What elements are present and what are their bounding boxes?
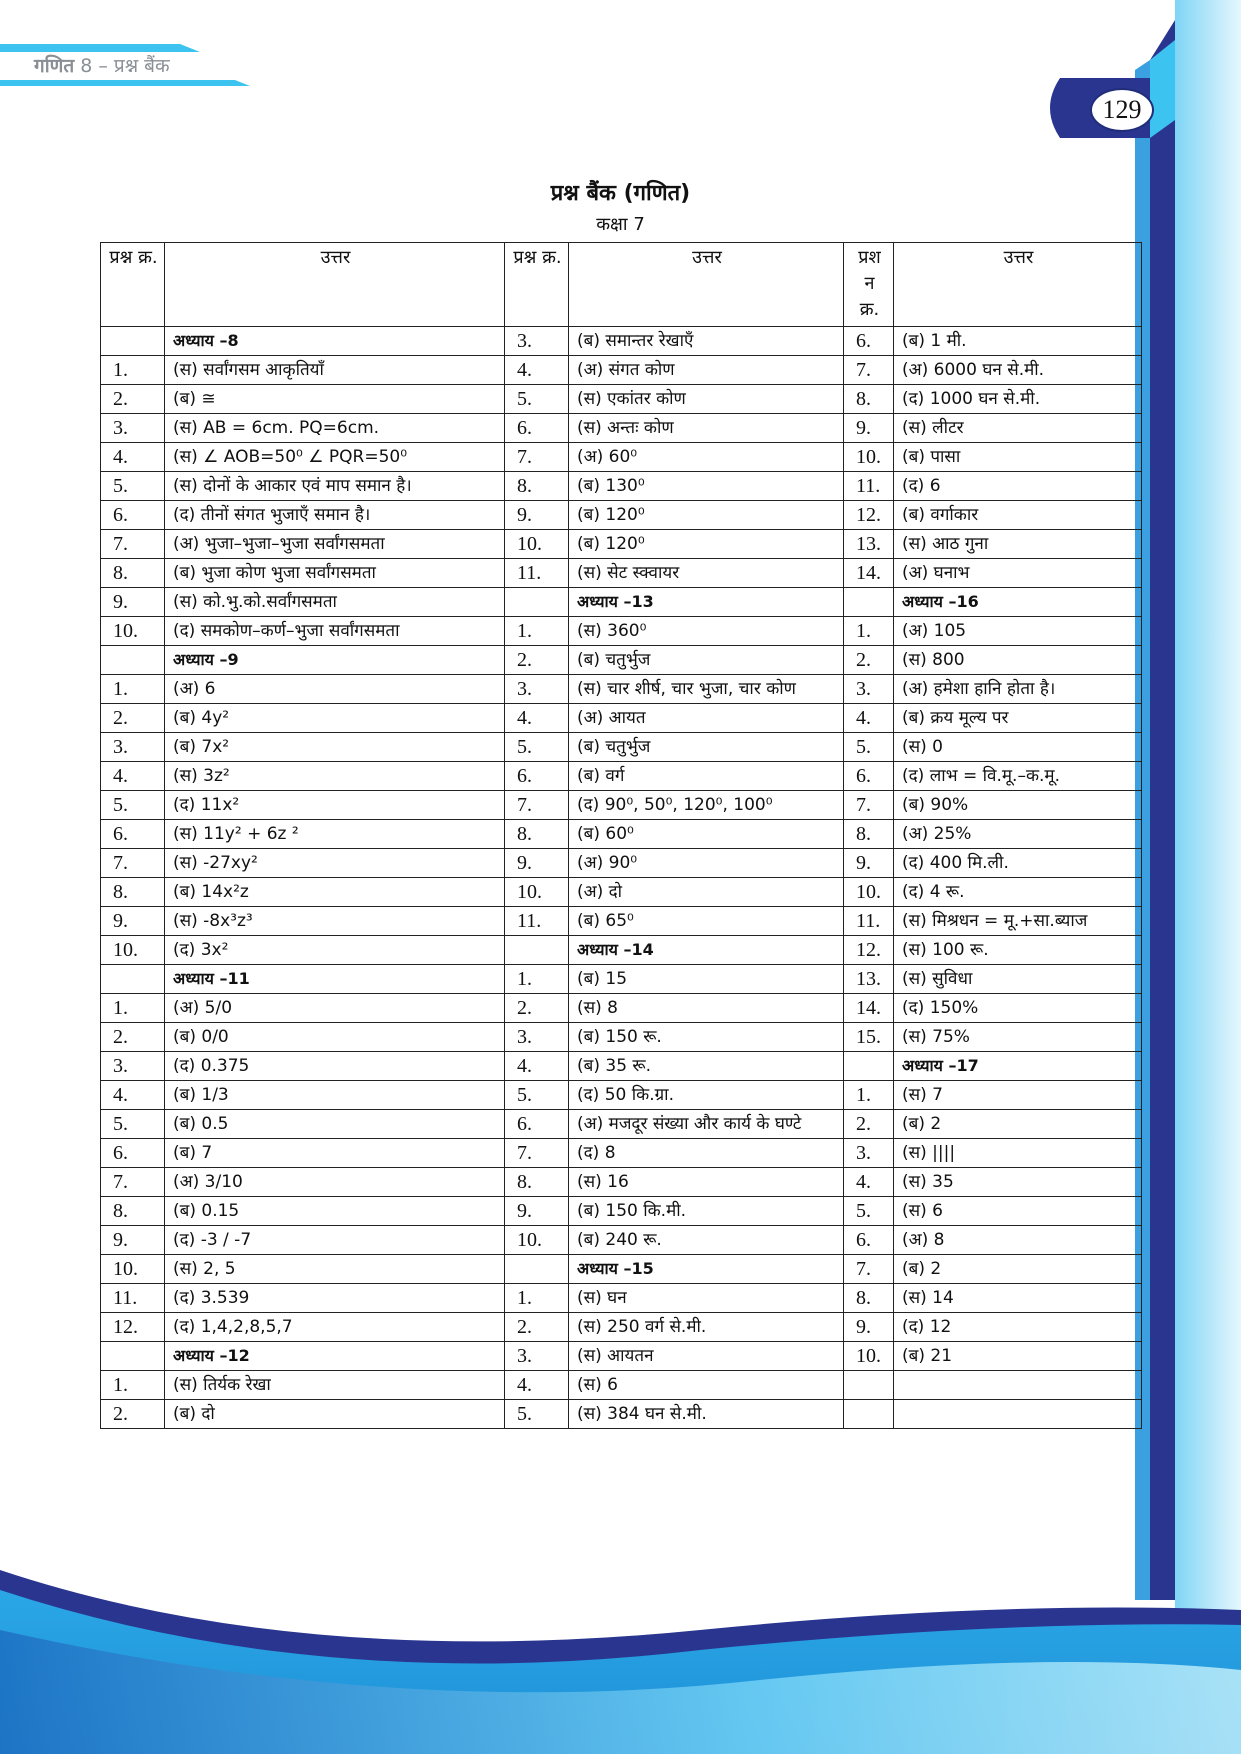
- answer-cell: (स) दोनों के आकार एवं माप समान है।: [165, 472, 505, 501]
- question-number: 6.: [844, 327, 894, 356]
- table-row: [101, 1342, 1142, 1371]
- table-row: [101, 965, 1142, 994]
- question-number: 5.: [505, 1400, 569, 1429]
- answer-cell: (अ) 90⁰: [569, 849, 844, 878]
- answer-cell: (स) ||||: [894, 1139, 1142, 1168]
- question-number: 5.: [505, 1081, 569, 1110]
- question-number: 6.: [505, 414, 569, 443]
- question-number: 3.: [101, 733, 165, 762]
- question-number: 9.: [101, 907, 165, 936]
- table-row: [101, 356, 1142, 385]
- answer-cell: (स) चार शीर्ष, चार भुजा, चार कोण: [569, 675, 844, 704]
- question-number: 7.: [505, 1139, 569, 1168]
- question-number: 2.: [505, 1313, 569, 1342]
- question-number: 5.: [844, 733, 894, 762]
- answer-cell: (स) 2, 5: [165, 1255, 505, 1284]
- chapter-heading: अध्याय –17: [894, 1052, 1142, 1081]
- answer-cell: (अ) भुजा–भुजा–भुजा सर्वांगसमता: [165, 530, 505, 559]
- answer-cell: (अ) 3/10: [165, 1168, 505, 1197]
- table-row: [101, 675, 1142, 704]
- answer-cell: (स) घन: [569, 1284, 844, 1313]
- answer-cell: (ब) 240 रू.: [569, 1226, 844, 1255]
- question-number: [844, 1052, 894, 1081]
- header-q-no-1: प्रश्न क्र.: [101, 243, 165, 327]
- question-number: [101, 1342, 165, 1371]
- chapter-heading: अध्याय –11: [165, 965, 505, 994]
- answer-cell: (स) 11y² + 6z ²: [165, 820, 505, 849]
- question-number: 11.: [505, 559, 569, 588]
- question-number: 6.: [844, 762, 894, 791]
- question-number: 4.: [505, 356, 569, 385]
- answer-cell: (स) 7: [894, 1081, 1142, 1110]
- answer-cell: (ब) 150 कि.मी.: [569, 1197, 844, 1226]
- answer-cell: (ब) 14x²z: [165, 878, 505, 907]
- answer-cell: (द) 3x²: [165, 936, 505, 965]
- table-header-row: [101, 243, 1142, 327]
- answer-cell: (अ) संगत कोण: [569, 356, 844, 385]
- answer-cell: (स) 0: [894, 733, 1142, 762]
- header-q-no-3: प्रश न क्र.: [844, 243, 894, 327]
- answer-cell: (स) 16: [569, 1168, 844, 1197]
- answer-cell: (अ) 6000 घन से.मी.: [894, 356, 1142, 385]
- header-answer-3: उत्तर: [894, 243, 1142, 327]
- answer-cell: (द) 6: [894, 472, 1142, 501]
- question-number: 6.: [101, 820, 165, 849]
- answer-cell: (ब) चतुर्भुज: [569, 733, 844, 762]
- question-number: [101, 327, 165, 356]
- header-rest: 8 – प्रश्न बैंक: [74, 55, 170, 77]
- answer-cell: (स) 6: [894, 1197, 1142, 1226]
- question-number: 10.: [844, 1342, 894, 1371]
- answer-cell: (द) 11x²: [165, 791, 505, 820]
- question-number: [844, 588, 894, 617]
- question-number: 7.: [505, 443, 569, 472]
- question-number: [101, 646, 165, 675]
- class-label: कक्षा 7: [596, 214, 645, 235]
- footer-wave-decoration: [0, 1520, 1241, 1754]
- question-number: 13.: [844, 530, 894, 559]
- chapter-heading: अध्याय –8: [165, 327, 505, 356]
- table-row: [101, 994, 1142, 1023]
- question-number: 9.: [101, 588, 165, 617]
- answer-cell: (स) आठ गुना: [894, 530, 1142, 559]
- answer-cell: (द) 4 रू.: [894, 878, 1142, 907]
- answer-cell: (ब) 120⁰: [569, 501, 844, 530]
- table-row: [101, 849, 1142, 878]
- answer-cell: (अ) 25%: [894, 820, 1142, 849]
- answer-cell: (द) -3 / -7: [165, 1226, 505, 1255]
- answer-table: [100, 242, 1142, 1429]
- answer-cell: (ब) वर्ग: [569, 762, 844, 791]
- answer-cell: (ब) 21: [894, 1342, 1142, 1371]
- answer-cell: (अ) हमेशा हानि होता है।: [894, 675, 1142, 704]
- header-q-no-2: प्रश्न क्र.: [505, 243, 569, 327]
- question-number: 5.: [101, 791, 165, 820]
- table-row: [101, 762, 1142, 791]
- question-number: 5.: [101, 1110, 165, 1139]
- table-row: [101, 820, 1142, 849]
- table-row: [101, 1400, 1142, 1429]
- table-row: [101, 907, 1142, 936]
- question-number: [844, 1400, 894, 1429]
- question-number: 8.: [101, 559, 165, 588]
- question-number: 3.: [844, 1139, 894, 1168]
- answer-cell: (स) सेट स्क्वायर: [569, 559, 844, 588]
- question-number: 5.: [505, 385, 569, 414]
- chapter-heading: अध्याय –14: [569, 936, 844, 965]
- question-number: 7.: [101, 849, 165, 878]
- question-number: 14.: [844, 994, 894, 1023]
- question-number: 2.: [101, 1023, 165, 1052]
- question-number: 3.: [844, 675, 894, 704]
- answer-cell: (अ) घनाभ: [894, 559, 1142, 588]
- answer-cell: (द) 12: [894, 1313, 1142, 1342]
- answer-cell: (ब) पासा: [894, 443, 1142, 472]
- answer-cell: (ब) भुजा कोण भुजा सर्वांगसमता: [165, 559, 505, 588]
- table-row: [101, 588, 1142, 617]
- question-number: 12.: [101, 1313, 165, 1342]
- answer-cell: (स) ∠ AOB=50⁰ ∠ PQR=50⁰: [165, 443, 505, 472]
- answer-cell: (ब) ≅: [165, 385, 505, 414]
- table-row: [101, 327, 1142, 356]
- question-number: 4.: [844, 1168, 894, 1197]
- table-row: [101, 617, 1142, 646]
- chapter-heading: अध्याय –9: [165, 646, 505, 675]
- question-number: 8.: [101, 1197, 165, 1226]
- question-number: 10.: [505, 1226, 569, 1255]
- question-number: 5.: [505, 733, 569, 762]
- answer-cell: (अ) 60⁰: [569, 443, 844, 472]
- question-number: 2.: [844, 646, 894, 675]
- table-row: [101, 646, 1142, 675]
- question-number: 7.: [101, 1168, 165, 1197]
- table-row: [101, 1139, 1142, 1168]
- answer-cell: (द) 90⁰, 50⁰, 120⁰, 100⁰: [569, 791, 844, 820]
- question-number: 10.: [101, 617, 165, 646]
- table-row: [101, 1284, 1142, 1313]
- table-row: [101, 1313, 1142, 1342]
- question-number: 8.: [505, 820, 569, 849]
- table-row: [101, 1226, 1142, 1255]
- answer-cell: (स) 6: [569, 1371, 844, 1400]
- question-number: 10.: [844, 878, 894, 907]
- answer-cell: (स) 75%: [894, 1023, 1142, 1052]
- question-number: 1.: [101, 1371, 165, 1400]
- question-number: [505, 936, 569, 965]
- question-number: 4.: [505, 704, 569, 733]
- question-number: 10.: [505, 530, 569, 559]
- question-number: 4.: [101, 1081, 165, 1110]
- question-number: [505, 1255, 569, 1284]
- question-number: 6.: [505, 762, 569, 791]
- answer-cell: (ब) 65⁰: [569, 907, 844, 936]
- question-number: 10.: [101, 936, 165, 965]
- question-number: 2.: [101, 1400, 165, 1429]
- answer-cell: (स) 35: [894, 1168, 1142, 1197]
- answer-cell: (द) 50 कि.ग्रा.: [569, 1081, 844, 1110]
- question-number: 8.: [101, 878, 165, 907]
- answer-cell: (द) 0.375: [165, 1052, 505, 1081]
- answer-cell: (ब) 35 रू.: [569, 1052, 844, 1081]
- question-number: 9.: [844, 849, 894, 878]
- table-row: [101, 559, 1142, 588]
- answer-cell: (ब) 130⁰: [569, 472, 844, 501]
- question-number: 9.: [101, 1226, 165, 1255]
- question-number: 9.: [844, 414, 894, 443]
- table-row: [101, 1255, 1142, 1284]
- question-number: 4.: [505, 1371, 569, 1400]
- chapter-heading: अध्याय –12: [165, 1342, 505, 1371]
- question-number: 8.: [844, 820, 894, 849]
- question-number: 1.: [101, 356, 165, 385]
- answer-cell: (ब) 2: [894, 1110, 1142, 1139]
- table-row: [101, 936, 1142, 965]
- answer-cell: (ब) 0.15: [165, 1197, 505, 1226]
- question-number: 9.: [844, 1313, 894, 1342]
- question-number: [101, 965, 165, 994]
- question-number: 3.: [505, 1342, 569, 1371]
- answer-cell: (द) 400 मि.ली.: [894, 849, 1142, 878]
- question-number: 15.: [844, 1023, 894, 1052]
- answer-cell: (अ) दो: [569, 878, 844, 907]
- answer-cell: (ब) 1 मी.: [894, 327, 1142, 356]
- answer-cell: (ब) क्रय मूल्य पर: [894, 704, 1142, 733]
- question-number: 1.: [844, 617, 894, 646]
- table-row: [101, 1371, 1142, 1400]
- answer-cell: (ब) 15: [569, 965, 844, 994]
- answer-cell: [894, 1371, 1142, 1400]
- answer-cell: (स) 360⁰: [569, 617, 844, 646]
- answer-cell: (स) -8x³z³: [165, 907, 505, 936]
- table-row: [101, 530, 1142, 559]
- answer-cell: (अ) आयत: [569, 704, 844, 733]
- question-number: [505, 588, 569, 617]
- question-number: 4.: [844, 704, 894, 733]
- answer-cell: (ब) वर्गाकार: [894, 501, 1142, 530]
- question-number: 6.: [844, 1226, 894, 1255]
- answer-cell: (ब) 60⁰: [569, 820, 844, 849]
- header-subject: गणित: [34, 55, 75, 77]
- header-answer-1: उत्तर: [165, 243, 505, 327]
- question-number: 4.: [101, 443, 165, 472]
- answer-cell: (स) मिश्रधन = मू.+सा.ब्याज: [894, 907, 1142, 936]
- answer-cell: (द) 1,4,2,8,5,7: [165, 1313, 505, 1342]
- answer-cell: (द) 1000 घन से.मी.: [894, 385, 1142, 414]
- answer-cell: [894, 1400, 1142, 1429]
- question-number: 11.: [505, 907, 569, 936]
- question-number: 12.: [844, 501, 894, 530]
- answer-cell: (स) आयतन: [569, 1342, 844, 1371]
- question-number: 7.: [101, 530, 165, 559]
- question-number: 8.: [844, 1284, 894, 1313]
- question-number: 10.: [505, 878, 569, 907]
- question-number: 3.: [505, 675, 569, 704]
- question-number: 9.: [505, 1197, 569, 1226]
- answer-cell: (अ) 5/0: [165, 994, 505, 1023]
- running-header: [34, 52, 170, 78]
- answer-cell: (स) 14: [894, 1284, 1142, 1313]
- question-number: 4.: [101, 762, 165, 791]
- answer-cell: (द) 8: [569, 1139, 844, 1168]
- answer-cell: (स) लीटर: [894, 414, 1142, 443]
- answer-cell: (ब) 7: [165, 1139, 505, 1168]
- answer-cell: (ब) चतुर्भुज: [569, 646, 844, 675]
- question-number: 5.: [101, 472, 165, 501]
- answer-cell: (अ) मजदूर संख्या और कार्य के घण्टे: [569, 1110, 844, 1139]
- question-number: 9.: [505, 501, 569, 530]
- table-row: [101, 443, 1142, 472]
- question-number: 5.: [844, 1197, 894, 1226]
- answer-cell: (द) 3.539: [165, 1284, 505, 1313]
- answer-cell: (ब) दो: [165, 1400, 505, 1429]
- answer-cell: (स) 800: [894, 646, 1142, 675]
- question-number: 3.: [505, 327, 569, 356]
- table-row: [101, 704, 1142, 733]
- question-number: 7.: [844, 1255, 894, 1284]
- answer-cell: (ब) 7x²: [165, 733, 505, 762]
- question-number: 1.: [101, 994, 165, 1023]
- table-body: [101, 327, 1142, 1429]
- question-number: 3.: [101, 1052, 165, 1081]
- answer-cell: (अ) 105: [894, 617, 1142, 646]
- table-row: [101, 733, 1142, 762]
- table-row: [101, 1023, 1142, 1052]
- question-number: 2.: [505, 994, 569, 1023]
- answer-cell: (द) तीनों संगत भुजाऍं समान है।: [165, 501, 505, 530]
- answer-cell: (अ) 8: [894, 1226, 1142, 1255]
- question-number: 6.: [505, 1110, 569, 1139]
- table-row: [101, 1052, 1142, 1081]
- chapter-heading: अध्याय –16: [894, 588, 1142, 617]
- question-number: 8.: [505, 1168, 569, 1197]
- question-number: 11.: [844, 472, 894, 501]
- table-row: [101, 385, 1142, 414]
- answer-cell: (स) 250 वर्ग से.मी.: [569, 1313, 844, 1342]
- answer-cell: (ब) 1/3: [165, 1081, 505, 1110]
- chapter-heading: अध्याय –13: [569, 588, 844, 617]
- table-row: [101, 1168, 1142, 1197]
- question-number: 6.: [101, 501, 165, 530]
- page-title: प्रश्न बैंक (गणित): [550, 181, 691, 206]
- answer-cell: (द) 150%: [894, 994, 1142, 1023]
- question-number: 6.: [101, 1139, 165, 1168]
- answer-cell: (स) को.भु.को.सर्वांगसमता: [165, 588, 505, 617]
- table-row: [101, 1110, 1142, 1139]
- answer-cell: (स) एकांतर कोण: [569, 385, 844, 414]
- question-number: 1.: [844, 1081, 894, 1110]
- table-row: [101, 791, 1142, 820]
- answer-cell: (स) -27xy²: [165, 849, 505, 878]
- answer-cell: (स) 8: [569, 994, 844, 1023]
- answer-cell: (ब) 120⁰: [569, 530, 844, 559]
- question-number: 1.: [505, 965, 569, 994]
- header-answer-2: उत्तर: [569, 243, 844, 327]
- question-number: 11.: [101, 1284, 165, 1313]
- question-number: 8.: [844, 385, 894, 414]
- answer-cell: (ब) 2: [894, 1255, 1142, 1284]
- table-row: [101, 878, 1142, 907]
- answer-cell: (स) 3z²: [165, 762, 505, 791]
- question-number: 2.: [101, 385, 165, 414]
- question-number: 1.: [505, 1284, 569, 1313]
- question-number: 12.: [844, 936, 894, 965]
- table-row: [101, 414, 1142, 443]
- answer-cell: (स) सर्वांगसम आकृतियॉं: [165, 356, 505, 385]
- answer-cell: (अ) 6: [165, 675, 505, 704]
- answer-cell: (स) अन्तः कोण: [569, 414, 844, 443]
- answer-cell: (स) तिर्यक रेखा: [165, 1371, 505, 1400]
- answer-cell: (स) AB = 6cm. PQ=6cm.: [165, 414, 505, 443]
- question-number: 3.: [505, 1023, 569, 1052]
- question-number: 10.: [101, 1255, 165, 1284]
- answer-cell: (स) सुविधा: [894, 965, 1142, 994]
- question-number: 2.: [844, 1110, 894, 1139]
- table-row: [101, 501, 1142, 530]
- question-number: 2.: [505, 646, 569, 675]
- answer-cell: (ब) 0.5: [165, 1110, 505, 1139]
- question-number: 8.: [505, 472, 569, 501]
- table-row: [101, 1197, 1142, 1226]
- table-row: [101, 472, 1142, 501]
- question-number: 4.: [505, 1052, 569, 1081]
- question-number: 13.: [844, 965, 894, 994]
- answer-cell: (स) 100 रू.: [894, 936, 1142, 965]
- question-number: 7.: [844, 356, 894, 385]
- answer-cell: (ब) समान्तर रेखाऍं: [569, 327, 844, 356]
- answer-cell: (ब) 0/0: [165, 1023, 505, 1052]
- question-number: 1.: [505, 617, 569, 646]
- question-number: 14.: [844, 559, 894, 588]
- answer-cell: (ब) 4y²: [165, 704, 505, 733]
- answer-cell: (द) समकोण–कर्ण–भुजा सर्वांगसमता: [165, 617, 505, 646]
- page-number: 129: [1090, 88, 1154, 132]
- question-number: 3.: [101, 414, 165, 443]
- question-number: 7.: [844, 791, 894, 820]
- question-number: 11.: [844, 907, 894, 936]
- answer-cell: (द) लाभ = वि.मू.–क.मू.: [894, 762, 1142, 791]
- question-number: 2.: [101, 704, 165, 733]
- question-number: [844, 1371, 894, 1400]
- table-row: [101, 1081, 1142, 1110]
- answer-cell: (स) 384 घन से.मी.: [569, 1400, 844, 1429]
- answer-cell: (ब) 90%: [894, 791, 1142, 820]
- question-number: 10.: [844, 443, 894, 472]
- answer-cell: (ब) 150 रू.: [569, 1023, 844, 1052]
- question-number: 1.: [101, 675, 165, 704]
- chapter-heading: अध्याय –15: [569, 1255, 844, 1284]
- question-number: 7.: [505, 791, 569, 820]
- question-number: 9.: [505, 849, 569, 878]
